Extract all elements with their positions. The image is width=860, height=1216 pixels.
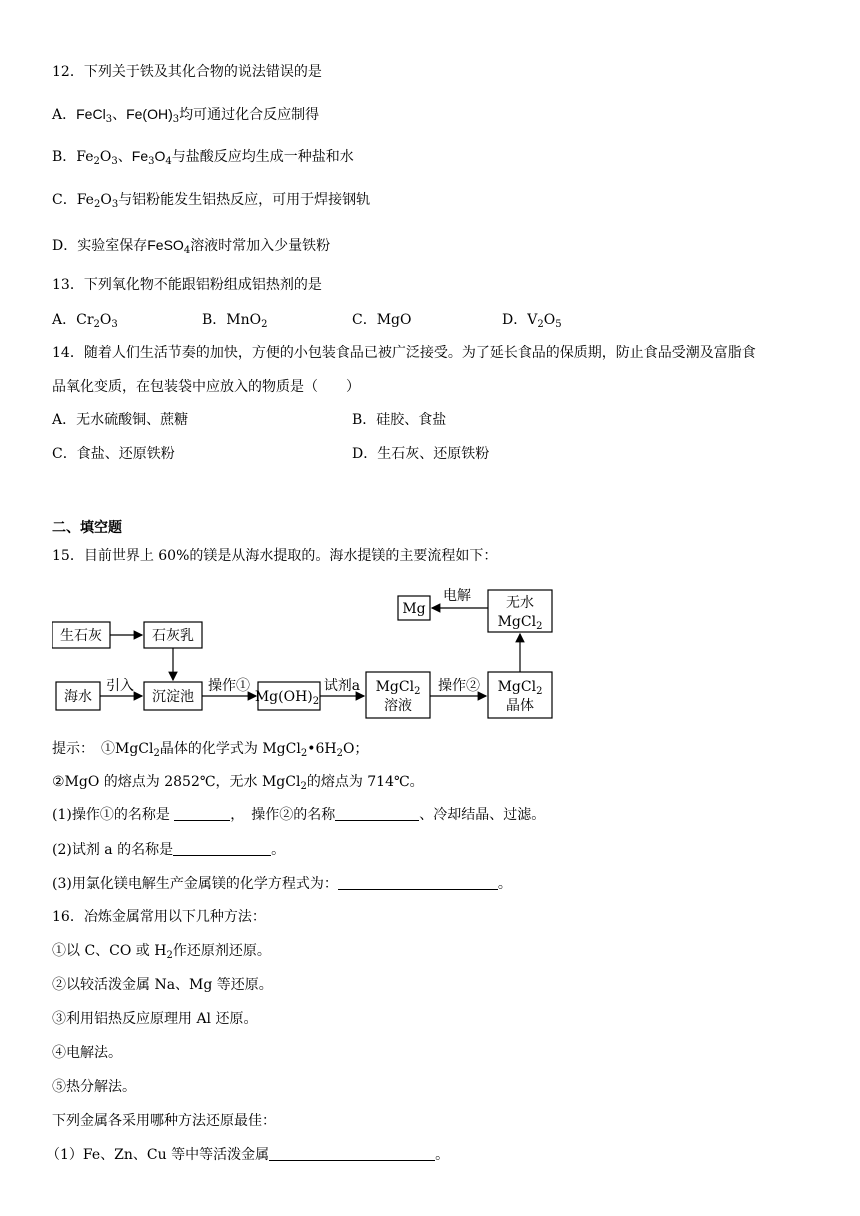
q14-option-d: D．生石灰、还原铁粉 <box>352 446 490 462</box>
q14-option-c: C．食盐、还原铁粉 <box>52 446 175 462</box>
q15-stem: 15．目前世界上 60%的镁是从海水提取的。海水提镁的主要流程如下： <box>52 548 498 564</box>
q13-option-d: D．$V_2O_5$ <box>502 312 562 330</box>
q16-method-3: ③利用铝热反应原理用 Al 还原。 <box>52 1011 258 1027</box>
crystal-label: 晶体 <box>506 698 534 714</box>
q16-method-5: ⑤热分解法。 <box>52 1079 136 1095</box>
q15-part-2: (2)试剂 a 的名称是 。 <box>52 842 286 858</box>
q16-method-2: ②以较活泼金属 Na、Mg 等还原。 <box>52 977 273 993</box>
q16-method-4: ④电解法。 <box>52 1045 122 1061</box>
q12-option-d: D．实验室保存FeSO$_4$溶液时常加入少量铁粉 <box>52 237 331 256</box>
q14-option-a: A．无水硫酸铜、蔗糖 <box>52 412 189 428</box>
q15-hint-2: ②MgO 的熔点为 2852℃，无水 MgCl$_2$的熔点为 714℃。 <box>52 774 424 792</box>
seawater-label: 海水 <box>64 689 92 705</box>
crystal-mgcl2-label: MgCl$_2$ <box>497 679 543 697</box>
limemilk-label: 石灰乳 <box>152 628 194 644</box>
answer-blank-op2[interactable] <box>335 806 419 821</box>
q16-part-1: （1）Fe、Zn、Cu 等中等活泼金属 。 <box>46 1147 450 1163</box>
answer-blank-q16-1[interactable] <box>269 1146 435 1161</box>
q12-stem: 12．下列关于铁及其化合物的说法错误的是 <box>52 64 322 80</box>
q14-option-b: B．硅胶、食盐 <box>352 412 447 428</box>
q15-part-1: (1)操作①的名称是 ， 操作②的名称 、冷却结晶、过滤。 <box>52 807 546 823</box>
q16-method-1: ①以 C、CO 或 $H_2$作还原剂还原。 <box>52 943 271 961</box>
op2-label: 操作② <box>438 678 480 694</box>
quicklime-label: 生石灰 <box>60 628 102 644</box>
q14-stem-line2: 品氧化变质，在包装袋中应放入的物质是（ ） <box>52 379 360 395</box>
q12-option-a: A．FeCl$_3$、$Fe(OH)_3$均可通过化合反应制得 <box>52 106 320 125</box>
op1-label: 操作① <box>208 678 250 694</box>
answer-blank-reagent[interactable] <box>173 841 271 856</box>
q13-option-b: B．MnO$_2$ <box>202 312 268 330</box>
electrolysis-label: 电解 <box>443 588 471 604</box>
introduce-label: 引入 <box>106 678 134 694</box>
anhydrous-label: 无水 <box>506 595 534 611</box>
q13-stem: 13．下列氧化物不能跟铝粉组成铝热剂的是 <box>52 277 322 293</box>
solution-mgcl2-label: MgCl$_2$ <box>375 679 421 697</box>
mg-label: Mg <box>402 601 426 617</box>
q15-part-3: (3)用氯化镁电解生产金属镁的化学方程式为： 。 <box>52 876 512 892</box>
q16-stem: 16．冶炼金属常用以下几种方法： <box>52 909 266 925</box>
q16-ask: 下列金属各采用哪种方法还原最佳： <box>52 1113 276 1129</box>
anhydrous-mgcl2-label: MgCl$_2$ <box>497 614 543 632</box>
section-title: 二、填空题 <box>52 520 122 536</box>
q14-stem-line1: 14．随着人们生活节奏的加快，方便的小包装食品已被广泛接受。为了延长食品的保质期，防止食品受潮及富脂食 <box>52 345 756 361</box>
q13-option-c: C．MgO <box>352 312 412 328</box>
q15-hint-1: 提示： ①MgCl$_2$晶体的化学式为 $MgCl_2•6H_2O$； <box>52 741 369 759</box>
solution-label: 溶液 <box>384 698 412 714</box>
reagent-label: 试剂a <box>323 678 361 694</box>
q13-option-a: A．$Cr_2O_3$ <box>52 312 118 330</box>
q12-option-b: B．$Fe_2O_3$、$Fe_3O_4$与盐酸反应均生成一种盐和水 <box>52 148 354 167</box>
answer-blank-equation[interactable] <box>338 875 498 890</box>
answer-blank-op1[interactable] <box>174 806 230 821</box>
mg-extraction-flowchart <box>52 586 562 722</box>
tank-label: 沉淀池 <box>152 689 194 705</box>
mgoh2-label: $Mg(OH)_2$ <box>254 689 320 707</box>
q12-option-c: C．$Fe_2O_3$与铝粉能发生铝热反应，可用于焊接钢轨 <box>52 192 371 210</box>
